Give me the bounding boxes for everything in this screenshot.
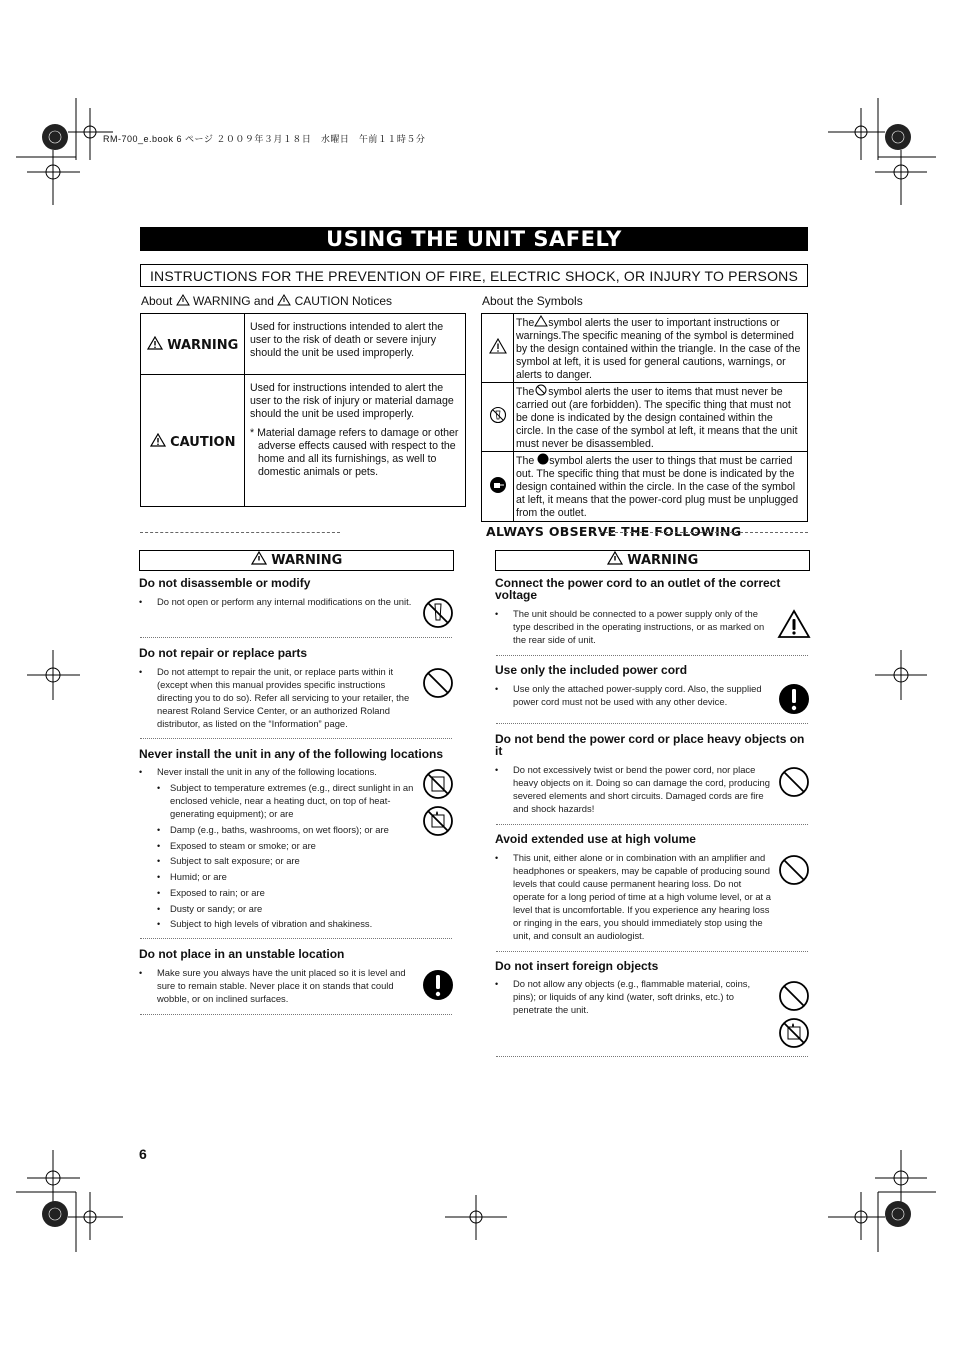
caution-triangle-icon: [777, 609, 811, 639]
bullet: •: [139, 968, 143, 978]
caution-triangle-icon: [150, 433, 166, 447]
bullet: •: [495, 853, 499, 863]
dotted-divider: [140, 637, 452, 638]
warning-label: WARNING: [167, 338, 239, 353]
no-water-icon: [422, 805, 454, 837]
location-item: Exposed to rain; or are: [170, 887, 265, 898]
triangle-symbol-cell: [482, 314, 514, 383]
unplug-icon: [489, 476, 507, 494]
no-heat-icon: [422, 768, 454, 800]
dotted-divider: [496, 723, 808, 724]
location-item: Dusty or sandy; or are: [170, 903, 263, 914]
dotted-divider: [496, 1056, 808, 1057]
caution-triangle-icon: [277, 294, 291, 306]
warning-triangle-icon: [607, 551, 623, 565]
no-water-icon: [778, 1017, 810, 1049]
prohibited-symbol-text-b: symbol alerts the user to items that must never be carried out (are forbidden). The specific thing that must not be done is indicated by the design contained within the circle. In the case of the symbol at left, it means that the unit must never be disassembled.: [516, 386, 798, 450]
prohibited-icon: [778, 766, 810, 798]
warning-triangle-icon: [251, 551, 267, 565]
right-item-3-title: Do not bend the power cord or place heavy objects on it: [495, 732, 805, 758]
mandatory-symbol-description: [514, 452, 808, 522]
triangle-symbol-text-b: symbol alerts the user to important instructions or warnings.The specific meaning of the symbol is determined by the design contained within the triangle. In the case of the symbol at left, it is used for general cautions, warnings, or alerts to danger.: [516, 317, 801, 381]
do-not-disassemble-icon: [422, 597, 454, 629]
dotted-divider: [140, 938, 452, 939]
circle-slash-icon: [534, 384, 548, 396]
mandatory-symbol-text-b: symbol alerts the user to things that must be carried out. The specific thing that must be done is indicated by the design contained within the circle. In the case of the symbol at left, it means that the power-cord plug must be unplugged from the outlet.: [516, 455, 799, 519]
bullet: •: [495, 765, 499, 775]
page-subtitle: INSTRUCTIONS FOR THE PREVENTION OF FIRE, ELECTRIC SHOCK, OR INJURY TO PERSONS: [140, 264, 808, 287]
caution-label-cell: [141, 375, 245, 507]
bullet: •: [139, 597, 143, 607]
location-item: Damp (e.g., baths, washrooms, on wet floors); or are: [170, 824, 389, 835]
right-item-5-text: Do not allow any objects (e.g., flammable material, coins, pins); or liquids of any kind (water, soft drinks, etc.) to penetrate the unit.: [513, 978, 751, 1015]
symbols-table: [481, 313, 808, 522]
sub-bullet: •: [157, 841, 161, 851]
notices-heading-about: About: [141, 294, 173, 308]
left-item-2-title: Do not repair or replace parts: [139, 646, 308, 660]
bullet: •: [139, 767, 143, 777]
right-item-2-title: Use only the included power cord: [495, 663, 688, 677]
sub-bullet: •: [157, 904, 161, 914]
left-warning-label: WARNING: [271, 553, 343, 568]
left-item-4-text: Make sure you always have the unit placed so it is level and sure to remain stable. Never place it on stands that could wobble, or on inclined surfaces.: [157, 967, 406, 1004]
dashed-divider-right: [600, 532, 808, 533]
caution-note: * Material damage refers to damage or other adverse effects caused with respect to the home and all its furnishings, as well to domestic animals or pets.: [250, 427, 459, 478]
do-not-disassemble-icon: [489, 406, 507, 424]
dotted-divider: [140, 738, 452, 739]
page-number: 6: [139, 1146, 147, 1162]
left-item-3-title: Never install the unit in any of the following locations: [139, 747, 444, 761]
left-item-1-title: Do not disassemble or modify: [139, 576, 311, 590]
left-item-3-text: Never install the unit in any of the following locations.: [157, 766, 377, 777]
notices-heading-caution: CAUTION Notices: [294, 294, 392, 308]
left-item-1-text: Do not open or perform any internal modifications on the unit.: [157, 596, 412, 607]
dotted-divider: [496, 951, 808, 952]
sub-bullet: •: [157, 825, 161, 835]
observe-heading: ALWAYS OBSERVE THE FOLLOWING: [486, 524, 742, 539]
prohibited-icon: [422, 667, 454, 699]
caution-label: CAUTION: [170, 434, 236, 450]
dotted-divider: [496, 655, 808, 656]
right-item-1-text: The unit should be connected to a power supply only of the type described in the operating instructions, or as marked on the rear side of unit.: [513, 608, 765, 645]
dashed-divider-left: [140, 532, 340, 533]
right-item-1-title: Connect the power cord to an outlet of the correct voltage: [495, 576, 781, 602]
warning-triangle-icon: [147, 336, 163, 350]
triangle-symbol-description: [514, 314, 808, 383]
location-item: Exposed to steam or smoke; or are: [170, 840, 316, 851]
mandatory-icon: [422, 969, 454, 1001]
symbols-heading: About the Symbols: [482, 294, 583, 308]
bullet: •: [495, 979, 499, 989]
left-item-2-text: Do not attempt to repair the unit, or replace parts within it (except when this manual provides specific instructions directing you to do so). Refer all servicing to your retailer, the nearest Roland Service Center, or an authorized Roland distributor, as listed on the “Information” page.: [157, 666, 410, 729]
prohibited-symbol-cell: [482, 383, 514, 452]
location-item: Subject to salt exposure; or are: [170, 855, 300, 866]
prohibited-icon: [778, 854, 810, 886]
bullet: •: [495, 609, 499, 619]
right-warning-label: WARNING: [627, 553, 699, 568]
right-item-5-title: Do not insert foreign objects: [495, 959, 659, 973]
right-item-4-text: This unit, either alone or in combination with an amplifier and headphones or speakers, may be capable of producing sound levels that could cause permanent hearing loss. Do not operate for a long period of time at a high volume level, or at a level that is uncomfortable. If you experience any hearing loss or ringing in the ears, you should immediately stop using the unit, and consult an audiologist.: [513, 852, 771, 941]
bullet: •: [495, 684, 499, 694]
mandatory-symbol-cell: [482, 452, 514, 522]
dotted-divider: [140, 1014, 452, 1015]
general-caution-icon: [489, 338, 507, 354]
location-item: Subject to temperature extremes (e.g., direct sunlight in an enclosed vehicle, near a heating duct, on top of heat-generating equipment); or are: [170, 782, 414, 819]
sub-bullet: •: [157, 872, 161, 882]
warning-description: Used for instructions intended to alert the user to the risk of death or severe injury should the unit be used improperly.: [245, 314, 466, 375]
notices-heading: [141, 294, 392, 308]
bullet: •: [139, 667, 143, 677]
right-item-2-text: Use only the attached power-supply cord. Also, the supplied power cord must not be used with any other device.: [513, 683, 762, 707]
page-title: USING THE UNIT SAFELY: [140, 227, 808, 251]
location-item: Subject to high levels of vibration and shakiness.: [170, 918, 373, 929]
caution-description-cell: [245, 375, 466, 507]
mandatory-icon: [778, 683, 810, 715]
triangle-icon: [534, 315, 548, 327]
notices-heading-warning: WARNING and: [193, 294, 274, 308]
caution-description: Used for instructions intended to alert the user to the risk of injury or material damage should the unit be used improperly.: [250, 382, 454, 420]
sub-bullet: •: [157, 783, 161, 793]
right-warning-box: [495, 550, 810, 571]
prohibited-icon: [778, 980, 810, 1012]
sub-bullet: •: [157, 919, 161, 929]
warning-label-cell: [141, 314, 245, 375]
prohibited-symbol-description: [514, 383, 808, 452]
dotted-divider: [496, 824, 808, 825]
notices-table: [140, 313, 466, 507]
triangle-symbol-text-a: The: [516, 317, 535, 329]
prohibited-symbol-text-a: The: [516, 386, 535, 398]
right-item-3-text: Do not excessively twist or bend the power cord, nor place heavy objects on it. Doing so can damage the cord, producing severed elements and short circuits. Damaged cords are fire and shock hazards!: [513, 764, 770, 814]
sub-bullet: •: [157, 888, 161, 898]
right-item-4-title: Avoid extended use at high volume: [495, 832, 696, 846]
left-item-4-title: Do not place in an unstable location: [139, 947, 345, 961]
observe-heading-row: [140, 524, 808, 540]
sub-bullet: •: [157, 856, 161, 866]
mandatory-symbol-text-a: The: [516, 455, 535, 467]
filled-circle-icon: [537, 453, 549, 465]
location-item: Humid; or are: [170, 871, 227, 882]
left-warning-box: [139, 550, 454, 571]
warning-triangle-icon: [176, 294, 190, 306]
print-slug: RM-700_e.book 6 ページ ２００９年３月１８日 水曜日 午前１１時５分: [103, 134, 426, 144]
